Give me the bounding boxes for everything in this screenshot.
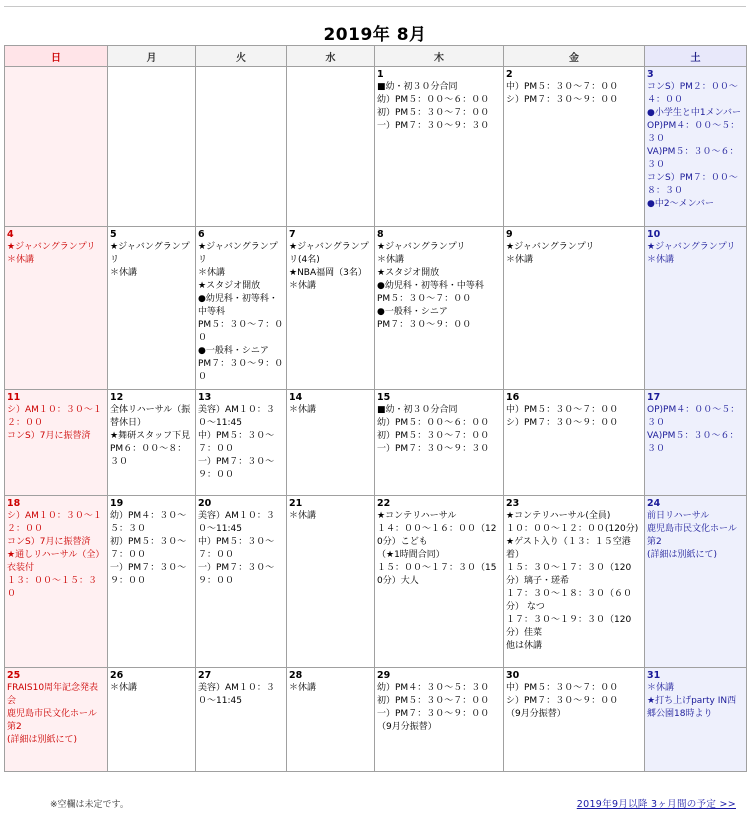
day-number: 13 (198, 392, 212, 403)
day-number: 21 (289, 498, 303, 509)
schedule-line: ＊休講 (647, 683, 675, 693)
schedule-line: 幼）PM４：３０〜５：３０ (377, 683, 490, 693)
day-cell (645, 67, 747, 227)
day-cell (196, 668, 287, 772)
schedule-line: PM５：３０〜７：００ (377, 294, 472, 304)
schedule-line: （9月分振替） (377, 722, 437, 732)
schedule-line: 美容）AM１０：３０〜11:45 (198, 683, 275, 706)
schedule-line: ＊休講 (289, 511, 317, 521)
schedule-line: ●小学生と中1メンバー (647, 108, 741, 118)
schedule-line: 美容）AM１０：３０〜11:45 (198, 405, 275, 428)
schedule-line: 初）PM５：３０〜７：００ (377, 431, 490, 441)
schedule-line: １０：００〜１２：００(120分) (506, 524, 639, 534)
day-cell (645, 496, 747, 668)
schedule-line: １４：００〜１６：００（120分）こども (377, 524, 497, 547)
day-number: 10 (647, 229, 661, 240)
schedule-line: ＊休講 (289, 405, 317, 415)
schedule-line: 幼）PM５：００〜６：００ (377, 95, 490, 105)
schedule-line: １３：００〜１５：３０ (7, 576, 98, 599)
day-cell (287, 668, 375, 772)
day-cell (196, 496, 287, 668)
day-cell (196, 67, 287, 227)
schedule-line: ★ジャバングランプリ (198, 242, 278, 265)
day-cell (645, 227, 747, 390)
day-cell (375, 390, 504, 496)
schedule-line: シ）AM１０：３０〜１２：００ (7, 405, 102, 428)
schedule-line: PM５：３０〜７：００ (198, 320, 284, 343)
day-number: 1 (377, 69, 384, 80)
day-number: 17 (647, 392, 661, 403)
schedule-line: ＊休講 (506, 255, 534, 265)
schedule-line: 中）PM５：３０〜７：００ (198, 431, 275, 454)
day-number: 7 (289, 229, 296, 240)
schedule-line: ★ジャバングランプリ (377, 242, 466, 252)
schedule-line: ●一般科・シニア (377, 307, 448, 317)
day-cell (196, 227, 287, 390)
schedule-line: 全体リハーサル（振替休日） (110, 405, 191, 428)
day-cell (108, 390, 196, 496)
schedule-line: １５：３０〜１７：３０（120分）璃子・瑳希 (506, 563, 632, 586)
schedule-line: ＊休講 (647, 255, 675, 265)
day-cell (287, 67, 375, 227)
calendar-title: 2019年 8月 (323, 25, 427, 45)
next-months-link[interactable]: 2019年9月以降 3ヶ月間の予定 >> (576, 799, 736, 810)
day-number: 5 (110, 229, 117, 240)
schedule-line: シ）PM７：３０〜９：００ (506, 696, 619, 706)
footer-note: ※空欄は未定です。 (50, 800, 129, 810)
schedule-line: ＊休講 (377, 255, 405, 265)
day-cell (375, 227, 504, 390)
schedule-line: （★1時間合同） (377, 550, 445, 560)
day-number: 6 (198, 229, 205, 240)
day-cell (287, 390, 375, 496)
schedule-line: シ）AM１０：３０〜１２：００ (7, 511, 102, 534)
day-number: 30 (506, 670, 520, 681)
schedule-line: １７：３０〜１９：３０（120分）佳菜 (506, 615, 632, 638)
schedule-line: 一）PM７：３０〜９：００ (377, 709, 490, 719)
schedule-line: 初）PM５：３０〜７：００ (377, 696, 490, 706)
day-cell (5, 227, 108, 390)
weekday-header: 金 (504, 46, 645, 67)
schedule-line: 一）PM７：３０〜９：３０ (377, 121, 490, 131)
day-number: 22 (377, 498, 391, 509)
schedule-line: シ）PM７：３０〜９：００ (506, 95, 619, 105)
weekday-header-row (5, 46, 747, 67)
day-cell (375, 496, 504, 668)
schedule-line: OP)PM４：００〜５：３０ (647, 121, 740, 144)
schedule-line: ★舞研スタッフ下見 (110, 431, 191, 441)
schedule-line: 中）PM５：３０〜７：００ (506, 683, 619, 693)
schedule-line: ＊休講 (7, 255, 35, 265)
schedule-line: ●中2〜メンバー (647, 199, 714, 209)
day-cell (108, 496, 196, 668)
week-row (5, 227, 747, 390)
schedule-line: 一）PM７：３０〜９：００ (110, 563, 187, 586)
schedule-line: コンS）PM７：００〜８：３０ (647, 173, 738, 196)
day-number: 31 (647, 670, 661, 681)
schedule-line: ●幼児科・初等科・中等科 (198, 294, 278, 317)
schedule-line: VA)PM５：３０〜６：３０ (647, 147, 739, 170)
schedule-line: (詳細は別紙にて) (647, 550, 718, 560)
weekday-header: 木 (375, 46, 504, 67)
schedule-line: ★ジャバングランプリ(4名) (289, 242, 369, 265)
schedule-line: 一）PM７：３０〜９：３０ (377, 444, 490, 454)
day-number: 16 (506, 392, 520, 403)
day-cell (504, 668, 645, 772)
day-number: 25 (7, 670, 21, 681)
schedule-line: ★ジャバングランプリ (110, 242, 190, 265)
weekday-header: 月 (108, 46, 196, 67)
day-cell (375, 668, 504, 772)
schedule-line: 美容）AM１０：３０〜11:45 (198, 511, 275, 534)
schedule-line: ★ジャバングランプリ (7, 242, 96, 252)
day-cell (5, 496, 108, 668)
schedule-line: PM６：００〜８：３０ (110, 444, 187, 467)
schedule-line: 他は休講 (506, 641, 543, 651)
day-cell (645, 390, 747, 496)
schedule-line: １７：３０〜１８：３０（６０分） なつ (506, 589, 633, 612)
schedule-line: ★通しリハーサル（全）衣装付 (7, 550, 105, 573)
schedule-line: ★コンテリハーサル(全員) (506, 511, 611, 521)
schedule-line: ★NBA福岡（3名） (289, 268, 367, 278)
schedule-line: ＊休講 (289, 281, 317, 291)
day-cell (5, 390, 108, 496)
day-cell (287, 227, 375, 390)
day-number: 20 (198, 498, 212, 509)
schedule-line: ★打ち上げparty IN西郷公園18時より (647, 696, 737, 719)
day-cell (504, 227, 645, 390)
schedule-line: 幼）PM５：００〜６：００ (377, 418, 490, 428)
day-number: 26 (110, 670, 124, 681)
day-cell (196, 390, 287, 496)
schedule-line: ●幼児科・初等科・中等科 (377, 281, 484, 291)
day-cell (108, 67, 196, 227)
day-cell (287, 496, 375, 668)
schedule-line: ■幼・初３０分合同 (377, 405, 458, 415)
day-number: 28 (289, 670, 303, 681)
schedule-line: ■幼・初３０分合同 (377, 82, 458, 92)
day-cell (108, 227, 196, 390)
day-number: 27 (198, 670, 212, 681)
schedule-line: 一）PM７：３０〜９：００ (198, 563, 275, 586)
schedule-line: コンS）7月に振替済 (7, 537, 91, 547)
schedule-line: PM７：３０〜９：００ (198, 359, 284, 382)
schedule-line: 初）PM５：３０〜７：００ (377, 108, 490, 118)
schedule-line: VA)PM５：３０〜６：３０ (647, 431, 739, 454)
schedule-line: （9月分振替） (506, 709, 566, 719)
week-row (5, 390, 747, 496)
schedule-line: コンS）PM２：００〜４：００ (647, 82, 738, 105)
day-cell (645, 668, 747, 772)
top-divider (4, 0, 746, 7)
weekday-header: 日 (5, 46, 108, 67)
schedule-line: ★ジャバングランプリ (506, 242, 595, 252)
day-number: 12 (110, 392, 124, 403)
day-cell (504, 67, 645, 227)
week-row (5, 67, 747, 227)
day-number: 19 (110, 498, 124, 509)
day-number: 3 (647, 69, 654, 80)
schedule-line: FRAIS10周年記念発表会 (7, 683, 99, 706)
schedule-line: OP)PM４：００〜５：３０ (647, 405, 740, 428)
weekday-header: 土 (645, 46, 747, 67)
weekday-header: 火 (196, 46, 287, 67)
day-number: 24 (647, 498, 661, 509)
schedule-line: １５：００〜１７：３０（150分）大人 (377, 563, 497, 586)
schedule-line: ＊休講 (110, 268, 138, 278)
day-number: 9 (506, 229, 513, 240)
day-number: 23 (506, 498, 520, 509)
schedule-line: ＊休講 (198, 268, 226, 278)
schedule-line: 一）PM７：３０〜９：００ (198, 457, 275, 480)
schedule-line: コンS）7月に振替済 (7, 431, 91, 441)
day-number: 11 (7, 392, 21, 403)
day-cell (504, 496, 645, 668)
day-number: 15 (377, 392, 391, 403)
schedule-line: 鹿児島市民文化ホール第2 (647, 524, 737, 547)
schedule-line: (詳細は別紙にて) (7, 735, 78, 745)
week-row (5, 496, 747, 668)
day-number: 2 (506, 69, 513, 80)
schedule-line: 鹿児島市民文化ホール第2 (7, 709, 97, 732)
day-number: 18 (7, 498, 21, 509)
day-number: 8 (377, 229, 384, 240)
schedule-line: ★ゲスト入り（１３：１５空港着） (506, 537, 631, 560)
weekday-header: 水 (287, 46, 375, 67)
schedule-line: 中）PM５：３０〜７：００ (506, 82, 619, 92)
calendar-table (4, 45, 747, 772)
day-number: 4 (7, 229, 14, 240)
schedule-line: ＊休講 (289, 683, 317, 693)
day-cell (5, 67, 108, 227)
day-cell (504, 390, 645, 496)
schedule-line: ★コンテリハーサル (377, 511, 457, 521)
schedule-line: ★ジャバングランプリ (647, 242, 736, 252)
schedule-line: ★スタジオ開放 (198, 281, 261, 291)
schedule-line: ＊休講 (110, 683, 138, 693)
schedule-line: ●一般科・シニア (198, 346, 269, 356)
schedule-line: ★スタジオ開放 (377, 268, 440, 278)
week-row (5, 668, 747, 772)
schedule-line: 前日リハーサル (647, 511, 710, 521)
schedule-line: 初）PM５：３０〜７：００ (110, 537, 187, 560)
day-cell (375, 67, 504, 227)
day-cell (5, 668, 108, 772)
schedule-line: シ）PM７：３０〜９：００ (506, 418, 619, 428)
schedule-line: 中）PM５：３０〜７：００ (198, 537, 275, 560)
schedule-line: PM７：３０〜９：００ (377, 320, 472, 330)
day-number: 14 (289, 392, 303, 403)
day-cell (108, 668, 196, 772)
day-number: 29 (377, 670, 391, 681)
schedule-line: 中）PM５：３０〜７：００ (506, 405, 619, 415)
schedule-line: 幼）PM４：３０〜５：３０ (110, 511, 187, 534)
